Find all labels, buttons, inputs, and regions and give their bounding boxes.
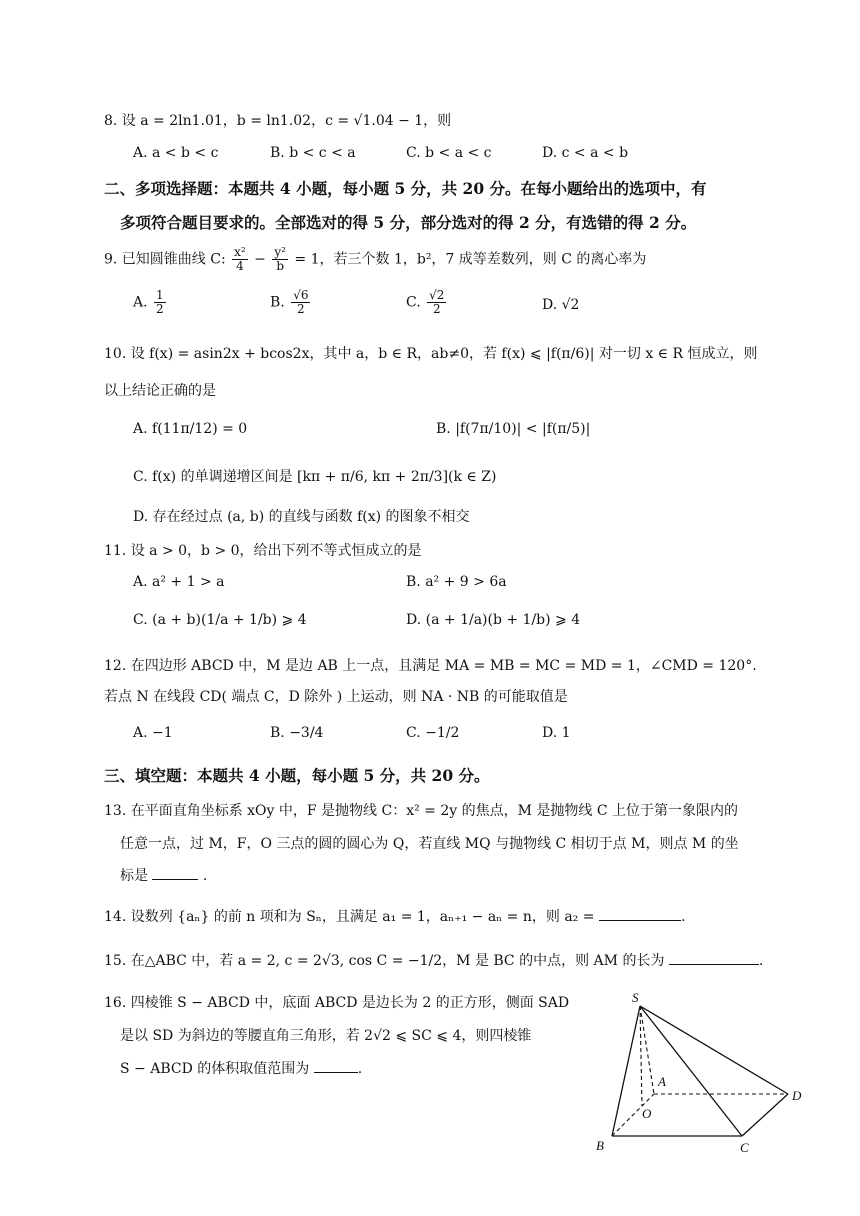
q12-stem-line1: 12. 在四边形 ABCD 中，M 是边 AB 上一点，且满足 MA = MB = MC = MD = 1，∠CMD = 120°. (104, 658, 757, 674)
q10-stem-line2: 以上结论正确的是 (104, 383, 216, 399)
q15-stem: 15. 在△ABC 中，若 a = 2, c = 2√3, cos C = −1/2，M 是 BC 的中点，则 AM 的长为 . (104, 953, 764, 969)
edge-SC (640, 1006, 742, 1136)
label-C: C (740, 1140, 749, 1155)
edge-SA (640, 1006, 654, 1094)
q8-option-a: A. a < b < c (133, 145, 219, 161)
q11-option-b: B. a² + 9 > 6a (406, 574, 507, 590)
q12-stem-line2: 若点 N 在线段 CD( 端点 C，D 除外 ) 上运动，则 NA · NB 的可能取值是 (104, 689, 568, 705)
q9-frac-y2-b: $\frac{\text{y²}}{b}$ (274, 245, 286, 274)
q8-option-d: D. c < a < b (542, 145, 629, 161)
label-B: B (596, 1138, 604, 1153)
q9-stem: 9. 已知圆锥曲线 C: $\frac{\text{x²}}{4}$ − $\frac{\text{y²}}{b}$ = 1，若三个数 1，b²，7 成等差数列，则 C 的离心率为 (104, 245, 647, 274)
q13-answer-blank[interactable] (152, 867, 198, 880)
label-D: D (792, 1088, 802, 1103)
q14-stem: 14. 设数列 {aₙ} 的前 n 项和为 Sₙ，且满足 a₁ = 1，aₙ₊₁ − aₙ = n，则 a₂ = . (104, 909, 686, 925)
q11-option-a: A. a² + 1 > a (133, 574, 225, 590)
q9-option-a: A. $\frac{1}{2}$ (133, 288, 164, 317)
q16-stem-line3: S − ABCD 的体积取值范围为 . (120, 1061, 363, 1077)
q10-option-c: C. f(x) 的单调递增区间是 [kπ + π/6, kπ + 2π/3](k ∈ Z) (133, 469, 497, 485)
q16-stem-line1: 16. 四棱锥 S − ABCD 中，底面 ABCD 是边长为 2 的正方形，侧面 SAD (104, 995, 570, 1011)
q12-option-b: B. −3/4 (270, 725, 324, 741)
q11-option-c: C. (a + b)(1/a + 1/b) ⩾ 4 (133, 612, 307, 628)
q9-stem-pre: 9. 已知圆锥曲线 C: (104, 251, 226, 268)
q8-option-b: B. b < c < a (270, 145, 356, 161)
edge-SB (612, 1006, 640, 1136)
pyramid-figure (590, 988, 820, 1158)
q16-answer-blank[interactable] (314, 1060, 358, 1073)
q8-option-c: C. b < a < c (406, 145, 492, 161)
q8-stem: 8. 设 a = 2ln1.01，b = ln1.02，c = √1.04 − 1，则 (104, 113, 452, 129)
q13-stem-line2: 任意一点，过 M，F，O 三点的圆的圆心为 Q，若直线 MQ 与抛物线 C 相切于点 M，则点 M 的坐 (120, 836, 739, 852)
q12-option-c: C. −1/2 (406, 725, 460, 741)
q16-stem-line2: 是以 SD 为斜边的等腰直角三角形，若 2√2 ⩽ SC ⩽ 4，则四棱锥 (120, 1028, 532, 1044)
q9-option-d: D. √2 (542, 297, 580, 313)
q11-stem: 11. 设 a > 0，b > 0，给出下列不等式恒成立的是 (104, 543, 422, 559)
q15-answer-blank[interactable] (669, 952, 759, 965)
label-A: A (658, 1074, 666, 1089)
edge-CD (742, 1094, 788, 1136)
q11-option-d: D. (a + 1/a)(b + 1/b) ⩾ 4 (406, 612, 581, 628)
q9-frac-x2-4: $\frac{\text{x²}}{4}$ (234, 245, 246, 274)
edge-SO (640, 1006, 642, 1106)
q10-option-d: D. 存在经过点 (a, b) 的直线与函数 f(x) 的图象不相交 (133, 509, 470, 525)
q12-option-a: A. −1 (133, 725, 173, 741)
q10-option-b: B. |f(7π/10)| < |f(π/5)| (436, 421, 591, 437)
label-S: S (632, 990, 639, 1005)
q13-stem-line3: 标是 . (120, 868, 208, 884)
q9-stem-post: = 1，若三个数 1，b²，7 成等差数列，则 C 的离心率为 (294, 251, 647, 268)
section-3-heading: 三、填空题：本题共 4 小题，每小题 5 分，共 20 分。 (104, 766, 490, 785)
section-2-heading: 二、多项选择题：本题共 4 小题，每小题 5 分，共 20 分。在每小题给出的选项中，有 (104, 179, 707, 198)
label-O: O (642, 1106, 652, 1121)
section-2-heading-cont: 多项符合题目要求的。全部选对的得 5 分，部分选对的得 2 分，有选错的得 2 分。 (120, 213, 697, 232)
q9-option-b: B. $\frac{√6}{2}$ (270, 288, 309, 317)
q12-option-d: D. 1 (542, 725, 571, 741)
q10-option-a: A. f(11π/12) = 0 (133, 421, 248, 437)
q9-option-c: C. $\frac{√2}{2}$ (406, 288, 445, 317)
q14-answer-blank[interactable] (599, 908, 681, 921)
q13-stem-line1: 13. 在平面直角坐标系 xOy 中，F 是抛物线 C：x² = 2y 的焦点，M 是抛物线 C 上位于第一象限内的 (104, 803, 739, 819)
q10-stem-line1: 10. 设 f(x) = asin2x + bcos2x，其中 a，b ∈ R，ab≠0，若 f(x) ⩽ |f(π/6)| 对一切 x ∈ R 恒成立，则 (104, 346, 758, 362)
